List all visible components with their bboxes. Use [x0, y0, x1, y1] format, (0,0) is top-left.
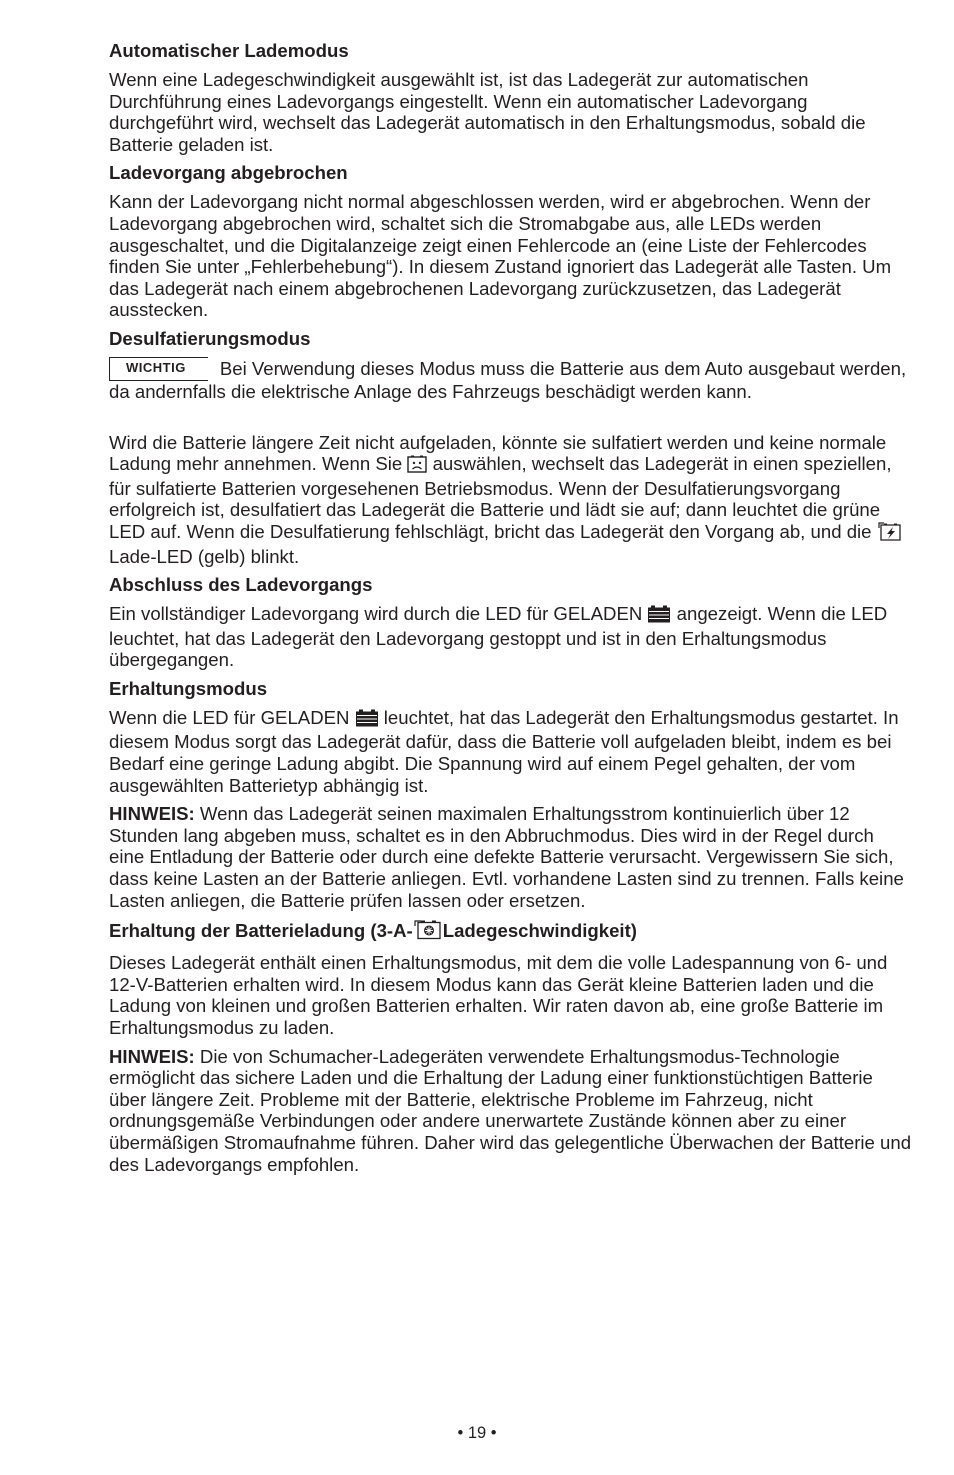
maintain-text-1: Wenn die LED für GELADEN [109, 706, 350, 728]
note-label: HINWEIS: [109, 803, 195, 825]
page-content [109, 40, 914, 1182]
section-charge-complete [109, 574, 914, 671]
text-charge-aborted: Kann der Ladevorgang nicht normal abgeschlossen werden, wird er abgebrochen. Wenn der Ladevorgang abgebrochen wird, schaltet sich die Stromabgabe aus, alle LEDs werden ausgeschaltet, und die Digitalanzeige zeigt einen Fehlercode an (eine Liste der Fehlercodes finden Sie unter „Fehlerbehebung“). In diesem Zustand ignoriert das Ladegerät alle Tasten. Um das Ladegerät nach einem abgebrochenen Ladevorgang zurückzusetzen, das Ladegerät ausstecken. [109, 191, 892, 321]
heading-desulfation: Desulfatierungsmodus [109, 327, 311, 349]
text-charge-complete [109, 603, 914, 671]
trickle-heading-1: Erhaltung der Batterieladung (3-A- [109, 920, 413, 942]
heading-trickle-charge [109, 918, 914, 945]
charged-battery-icon [355, 709, 379, 732]
sad-battery-icon [407, 455, 427, 478]
desulf-text-1: Wird die Batterie längere Zeit nicht aufgeladen, könnte sie sulfatiert werden und keine normale Ladung mehr annehmen. Wenn Sie [109, 431, 887, 475]
section-desulfation [109, 328, 914, 567]
warning-desulfation [109, 357, 914, 403]
charging-bolt-icon [877, 521, 903, 546]
text-desulfation [109, 432, 914, 568]
maintain-battery-icon [413, 918, 443, 945]
note-text: Die von Schumacher-Ladegeräten verwendete Erhaltungsmodus-Technologie ermöglicht das sichere Laden und die Erhaltung der Ladung einer funktionstüchtigen Batterie über längere Zeit. Probleme mit der Batterie, elektrische Probleme im Fahrzeug, nicht ordnungsgemäße Verbindungen oder andere unerwartete Zustände können aber zu einer übermäßigen Stromaufnahme führen. Daher wird das gelegentliche Überwachen der Batterie und des Ladevorgangs empfohlen. [109, 1045, 912, 1175]
note-label: HINWEIS: [109, 1045, 195, 1067]
heading-maintain-mode: Erhaltungsmodus [109, 677, 268, 699]
section-auto-mode [109, 40, 914, 155]
heading-charge-complete: Abschluss des Ladevorgangs [109, 574, 373, 596]
section-maintain-mode [109, 678, 914, 911]
charged-battery-icon [647, 605, 671, 628]
page-number: • 19 • [457, 1424, 497, 1442]
trickle-heading-2: Ladegeschwindigkeit) [442, 920, 637, 942]
complete-text-1: Ein vollständiger Ladevorgang wird durch die LED für GELADEN [109, 603, 643, 625]
note-trickle-charge [109, 1046, 914, 1176]
maintain-text-2: leuchtet, hat das Ladegerät den Erhaltungsmodus gestartet. In diesem Modus sorgt das Ladegerät dafür, dass die Batterie voll aufgeladen bleibt, indem es bei Bedarf eine geringe Ladung abgibt. Die Spannung wird auf einem Pegel gehalten, der vom ausgewählten Batterietyp abhängig ist. [109, 706, 899, 796]
text-trickle-charge: Dieses Ladegerät enthält einen Erhaltungsmodus, mit dem die volle Ladespannung von 6- und 12-V-Batterien erhalten wird. In diesem Modus kann das Gerät kleine Batterien laden und die Ladung von kleinen und großen Batterien erhalten. Wir raten davon ab, eine große Batterie im Erhaltungsmodus zu laden. [109, 952, 888, 1038]
desulf-text-3: Lade-LED (gelb) blinkt. [109, 545, 300, 567]
heading-charge-aborted: Ladevorgang abgebrochen [109, 162, 348, 184]
desulf-text-2: auswählen, wechselt das Ladegerät in einen speziellen, für sulfatierte Batterien vorgesehenen Betriebsmodus. Wenn der Desulfatierungsvorgang erfolgreich ist, desulfatiert das Ladegerät die Batterie und lädt sie auf; dann leuchtet die grüne LED auf. Wenn die Desulfatierung fehlschlägt, bricht das Ladegerät den Vorgang ab, und die [109, 453, 892, 542]
complete-text-2: angezeigt. Wenn die LED leuchtet, hat das Ladegerät den Ladevorgang gestoppt und ist in den Erhaltungsmodus übergegangen. [109, 603, 888, 671]
warning-text: Bei Verwendung dieses Modus muss die Batterie aus dem Auto ausgebaut werden, da andernfalls die elektrische Anlage des Fahrzeugs beschädigt werden kann. [109, 357, 907, 402]
heading-auto-mode: Automatischer Lademodus [109, 40, 349, 61]
text-auto-mode: Wenn eine Ladegeschwindigkeit ausgewählt ist, ist das Ladegerät zur automatischen Durchführung eines Ladevorgangs eingestellt. Wenn ein automatischer Ladevorgang durchgeführt wird, wechselt das Ladegerät automatisch in den Erhaltungsmodus, sobald die Batterie geladen ist. [109, 69, 866, 155]
note-text: Wenn das Ladegerät seinen maximalen Erhaltungsstrom kontinuierlich über 12 Stunden lang abgeben muss, schaltet es in den Abbruchmodus. Dies wird in der Regel durch eine Entladung der Batterie oder durch eine defekte Batterie verursacht. Vergewissern Sie sich, dass keine Lasten an der Batterie anliegen. Evtl. vorhandene Lasten sind zu trennen. Falls keine Lasten anliegen, die Batterie prüfen lassen oder ersetzen. [109, 803, 904, 911]
text-maintain-mode [109, 707, 914, 796]
section-trickle-charge [109, 918, 914, 1175]
note-maintain-mode [109, 803, 914, 911]
section-charge-aborted [109, 162, 914, 321]
spacer [109, 410, 914, 432]
important-badge: WICHTIG [109, 357, 208, 381]
